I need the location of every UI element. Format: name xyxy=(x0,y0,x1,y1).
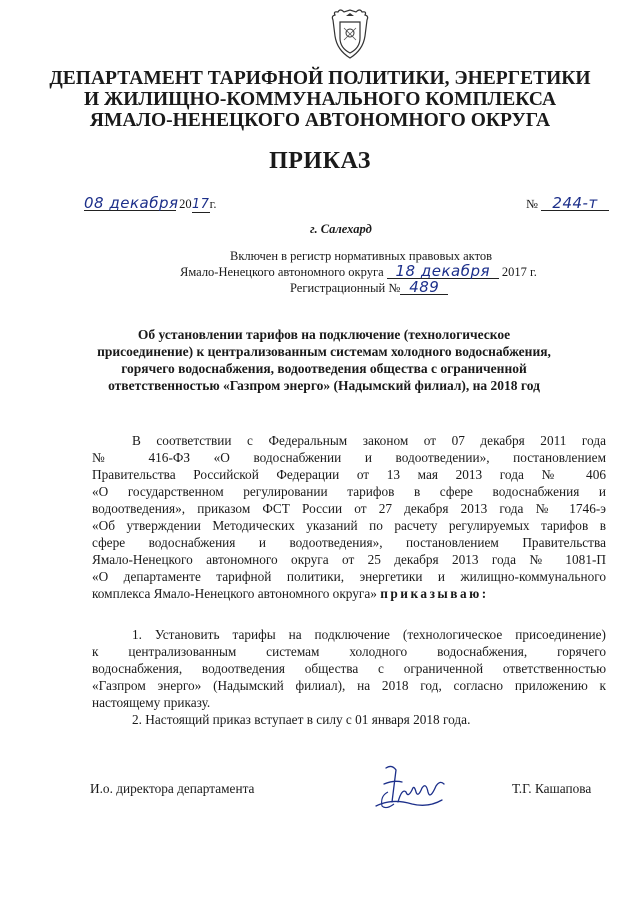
document-subject xyxy=(88,326,560,394)
preamble-line: В соответствии с Федеральным законом от 07 декабря 2011 года xyxy=(132,433,606,448)
registry-note xyxy=(180,248,560,296)
order-date-suffix: г. xyxy=(209,197,217,211)
document-type: ПРИКАЗ xyxy=(269,148,371,174)
item-1-line: 1. Установить тарифы на подключение (технологическое присоединение) xyxy=(132,627,606,642)
handwritten-signature-icon xyxy=(372,762,452,812)
preamble xyxy=(92,432,606,602)
registry-line: Включен в регистр нормативных правовых актов xyxy=(230,249,493,263)
preamble-last-text: комплекса Ямало-Ненецкого автономного округа» xyxy=(92,586,377,601)
preamble-line: «Об утверждении Методических указаний по расчету регулируемых тарифов в xyxy=(92,518,606,533)
preamble-line: «О государственном регулировании тарифов в сфере водоснабжения и xyxy=(92,484,606,499)
department-title-line: И ЖИЛИЩНО-КОММУНАЛЬНОГО КОМПЛЕКСА xyxy=(83,89,557,110)
item-1-line: к централизованным системам холодного водоснабжения, горячего xyxy=(92,644,606,659)
registry-year: 2017 г. xyxy=(501,265,537,279)
item-1-line: «Газпром энерго» (Надымский филиал), на 2018 год, согласно приложению к xyxy=(92,678,606,693)
order-number-handwritten: 244-т xyxy=(541,196,609,211)
order-year-prefix: 20 xyxy=(179,197,192,211)
department-title xyxy=(40,68,600,131)
order-date-handwritten: 08 декабря xyxy=(84,194,179,212)
subject-line: горячего водоснабжения, водоотведения общества с ограниченной xyxy=(121,361,527,376)
city: г. Салехард xyxy=(310,222,372,236)
item-1-line: водоснабжения, водоотведения общества с ограниченной ответственностью xyxy=(92,661,606,676)
subject-line: ответственностью «Газпром энерго» (Надымский филиал), на 2018 год xyxy=(108,378,540,393)
order-command: приказываю: xyxy=(380,586,489,601)
registry-number-handwritten: 489 xyxy=(400,280,448,295)
coat-of-arms-icon xyxy=(327,6,373,62)
order-items xyxy=(92,626,606,728)
department-title-line: ЯМАЛО-НЕНЕЦКОГО АВТОНОМНОГО ОКРУГА xyxy=(89,110,551,131)
preamble-line: № 416-ФЗ «О водоснабжении и водоотведении», постановлением xyxy=(92,450,606,465)
item-2: 2. Настоящий приказ вступает в силу с 01 января 2018 года. xyxy=(132,712,471,727)
order-number xyxy=(526,196,609,212)
preamble-line: Правительства Российской Федерации от 13 мая 2013 года № 406 xyxy=(92,467,606,482)
preamble-line xyxy=(92,585,606,602)
item-1-line: настоящему приказу. xyxy=(92,695,211,710)
department-title-line: ДЕПАРТАМЕНТ ТАРИФНОЙ ПОЛИТИКИ, ЭНЕРГЕТИКИ xyxy=(49,68,591,89)
registry-line xyxy=(180,264,560,280)
signatory-role: И.о. директора департамента xyxy=(90,781,255,796)
registry-date-handwritten: 18 декабря xyxy=(387,264,499,279)
order-number-label: № xyxy=(526,197,538,211)
order-date xyxy=(84,196,216,213)
registry-number-label: Регистрационный № xyxy=(290,281,401,295)
registry-region: Ямало-Ненецкого автономного округа xyxy=(180,265,384,279)
preamble-line: «О департаменте тарифной политики, энергетики и жилищно-коммунального xyxy=(92,569,606,584)
subject-line: Об установлении тарифов на подключение (технологическое xyxy=(137,327,511,342)
preamble-line: сфере водоснабжения и водоотведения», постановлением Правительства xyxy=(92,535,606,550)
order-year-handwritten: 17 xyxy=(191,197,210,212)
signatory-name: Т.Г. Кашапова xyxy=(512,781,592,796)
preamble-line: водоотведения», приказом ФСТ России от 27 декабря 2013 года № 1746-э xyxy=(92,501,606,516)
subject-line: присоединение) к централизованным системам холодного водоснабжения, xyxy=(97,344,551,359)
registry-line xyxy=(180,280,560,296)
preamble-line: Ямало-Ненецкого автономного округа от 25 декабря 2013 года № 1081-П xyxy=(92,552,606,567)
